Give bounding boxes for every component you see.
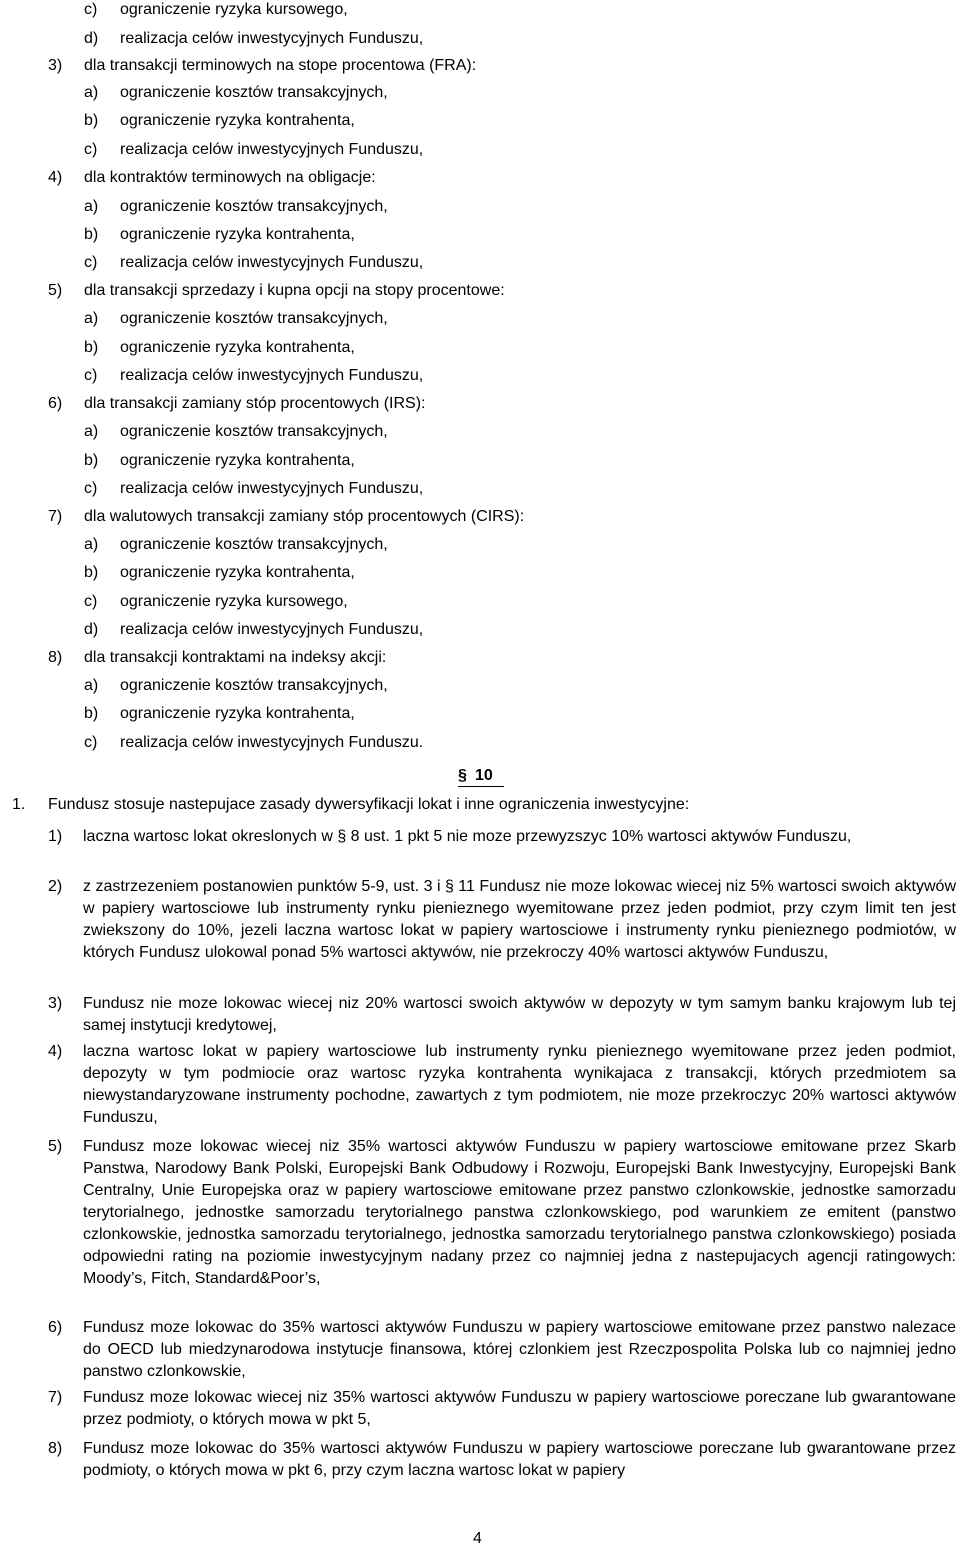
list-item-text: realizacja celów inwestycyjnych Funduszu, xyxy=(120,480,424,497)
list-item xyxy=(84,197,784,216)
list-item-label: c) xyxy=(84,254,98,271)
list-item xyxy=(84,422,784,441)
paragraph-item xyxy=(48,1387,956,1431)
point-1 xyxy=(12,795,912,814)
list-item-text: realizacja celów inwestycyjnych Funduszu, xyxy=(120,367,424,384)
list-item xyxy=(48,168,748,187)
list-item-text: realizacja celów inwestycyjnych Funduszu. xyxy=(120,734,424,751)
paragraph-item xyxy=(48,1438,956,1482)
list-item xyxy=(84,733,784,752)
list-item-text: ograniczenie ryzyka kursowego, xyxy=(120,593,348,610)
list-item xyxy=(84,535,784,554)
paragraph-label: 1) xyxy=(48,828,63,845)
paragraph-label: 6) xyxy=(48,1319,63,1336)
list-item xyxy=(84,704,784,723)
list-item-label: b) xyxy=(84,112,99,129)
list-item-text: dla walutowych transakcji zamiany stóp procentowych (CIRS): xyxy=(84,508,525,525)
list-item xyxy=(48,394,748,413)
list-item xyxy=(84,479,784,498)
paragraph-label: 8) xyxy=(48,1440,63,1457)
paragraph-label: 2) xyxy=(48,878,63,895)
section-number: 10 xyxy=(475,767,493,784)
paragraph-text: laczna wartosc lokat w papiery wartosciowe lub instrumenty rynku pienieznego wyemitowane przez jeden podmiot, depozyty w tym podmiocie oraz wartosc ryzyka kontrahenta wynikajaca z transakcji, których przedmiotem sa niewystandaryzowane instrumenty pochodne, zawartych z tym podmiotem, nie moze przekroczyc 20% wartosci aktywów Funduszu, xyxy=(83,1043,956,1126)
list-item-text: ograniczenie kosztów transakcyjnych, xyxy=(120,84,388,101)
paragraph-item xyxy=(48,876,956,986)
list-item-label: c) xyxy=(84,480,98,497)
paragraph-label: 4) xyxy=(48,1043,63,1060)
list-item-text: dla kontraktów terminowych na obligacje: xyxy=(84,169,376,186)
paragraph-label: 5) xyxy=(48,1138,63,1155)
list-item xyxy=(48,648,748,667)
list-item-text: ograniczenie kosztów transakcyjnych, xyxy=(120,423,388,440)
list-item-text: dla transakcji kontraktami na indeksy akcji: xyxy=(84,649,387,666)
section-underline xyxy=(458,786,504,787)
list-item-text: ograniczenie kosztów transakcyjnych, xyxy=(120,677,388,694)
list-item-text: ograniczenie kosztów transakcyjnych, xyxy=(120,198,388,215)
list-item-text: ograniczenie ryzyka kontrahenta, xyxy=(120,226,355,243)
list-item-text: ograniczenie kosztów transakcyjnych, xyxy=(120,536,388,553)
list-item xyxy=(84,676,784,695)
list-item-label: d) xyxy=(84,621,99,638)
list-item-label: 5) xyxy=(48,282,63,299)
list-item-label: c) xyxy=(84,593,98,610)
list-item-text: realizacja celów inwestycyjnych Funduszu, xyxy=(120,254,424,271)
list-item-label: b) xyxy=(84,339,99,356)
list-item xyxy=(48,56,748,75)
list-item-text: ograniczenie ryzyka kursowego, xyxy=(120,1,348,18)
point-label: 1. xyxy=(12,796,26,813)
list-item-text: dla transakcji terminowych na stope procentowa (FRA): xyxy=(84,57,477,74)
list-item-label: c) xyxy=(84,367,98,384)
paragraph-item xyxy=(48,1317,956,1383)
list-item-text: ograniczenie ryzyka kontrahenta, xyxy=(120,705,355,722)
list-item xyxy=(84,338,784,357)
list-item xyxy=(48,507,748,526)
list-item-text: realizacja celów inwestycyjnych Funduszu, xyxy=(120,30,424,47)
list-item-label: b) xyxy=(84,705,99,722)
list-item-label: a) xyxy=(84,423,99,440)
paragraph-item xyxy=(48,826,956,870)
list-item-label: c) xyxy=(84,141,98,158)
list-item-text: ograniczenie ryzyka kontrahenta, xyxy=(120,339,355,356)
list-item-label: 6) xyxy=(48,395,63,412)
list-item-text: ograniczenie ryzyka kontrahenta, xyxy=(120,112,355,129)
list-item xyxy=(84,620,784,639)
list-item xyxy=(84,0,784,19)
paragraph-text: laczna wartosc lokat okreslonych w § 8 ust. 1 pkt 5 nie moze przewyzszyc 10% wartosci aktywów Funduszu, xyxy=(83,828,852,845)
list-item-label: b) xyxy=(84,226,99,243)
list-item-label: 3) xyxy=(48,57,63,74)
paragraph-text: Fundusz moze lokowac do 35% wartosci aktywów Funduszu w papiery wartosciowe poreczane lub gwarantowane przez podmioty, o których mowa w pkt 6, przy czym laczna wartosc lokat w papiery xyxy=(83,1440,956,1479)
list-item xyxy=(84,111,784,130)
list-item xyxy=(84,366,784,385)
list-item xyxy=(84,592,784,611)
list-item xyxy=(84,309,784,328)
list-item-text: realizacja celów inwestycyjnych Funduszu, xyxy=(120,141,424,158)
list-item xyxy=(84,140,784,159)
list-item-text: ograniczenie ryzyka kontrahenta, xyxy=(120,452,355,469)
section-heading xyxy=(458,766,504,785)
list-item-label: a) xyxy=(84,310,99,327)
list-item-label: b) xyxy=(84,452,99,469)
paragraph-item xyxy=(48,993,956,1037)
list-item-label: 7) xyxy=(48,508,63,525)
list-item-label: c) xyxy=(84,1,98,18)
point-text: Fundusz stosuje nastepujace zasady dywersyfikacji lokat i inne ograniczenia inwestycyjne: xyxy=(48,796,690,813)
paragraph-item xyxy=(48,1041,956,1129)
paragraph-text: Fundusz moze lokowac wiecej niz 35% wartosci aktywów Funduszu w papiery wartosciowe emitowane przez Skarb Panstwa, Narodowy Bank Polski, Europejski Bank Odbudowy i Rozwoju, Europejski Bank Inwestycyjny, Europejski Bank Centralny, Unie Europejska oraz w papiery wartosciowe emitowane przez panstwo czlonkowskie, jednostke samorzadu terytorialnego, jednostke samorzadu terytorialnego panstwa czlonkowskiego, pod warunkiem ze emitent (panstwo czlonkowskie, jednostka samorzadu terytorialnego, jednostka samorzadu terytorialnego panstwa czlonkowskiego) posiada odpowiedni rating na poziomie inwestycyjnym nadany przez co najmniej jedna z nastepujacych agencji ratingowych: Moody’s, Fitch, Standard&Poor’s, xyxy=(83,1138,956,1287)
paragraph-text: Fundusz moze lokowac do 35% wartosci aktywów Funduszu w papiery wartosciowe emitowane przez panstwo nalezace do OECD lub miedzynarodowa instytucje finansowa, której czlonkiem jest Rzeczpospolita Polska lub co najmniej jedno panstwo czlonkowskie, xyxy=(83,1319,956,1380)
list-item-text: ograniczenie ryzyka kontrahenta, xyxy=(120,564,355,581)
list-item-label: 4) xyxy=(48,169,63,186)
list-item xyxy=(84,253,784,272)
list-item-label: c) xyxy=(84,734,98,751)
list-item xyxy=(84,225,784,244)
paragraph-text: z zastrzezeniem postanowien punktów 5-9, ust. 3 i § 11 Fundusz nie moze lokowac wiecej niz 5% wartosci swoich aktywów w papiery wartosciowe lub instrumenty rynku pienieznego wyemitowane przez jeden podmiot, przy czym limit ten jest zwiekszony do 10%, jezeli laczna wartosc lokat w papiery wartosciowe i instrumenty rynku pienieznego podmiotów, w których Fundusz ulokowal ponad 5% wartosci aktywów, nie przekroczy 40% wartosci aktywów Funduszu, xyxy=(83,878,956,961)
list-item xyxy=(84,563,784,582)
list-item xyxy=(84,451,784,470)
list-item-text: realizacja celów inwestycyjnych Funduszu, xyxy=(120,621,424,638)
list-item-label: a) xyxy=(84,84,99,101)
paragraph-text: Fundusz moze lokowac wiecej niz 35% wartosci aktywów Funduszu w papiery wartosciowe poreczane lub gwarantowane przez podmioty, o których mowa w pkt 5, xyxy=(83,1389,956,1428)
page-number: 4 xyxy=(473,1530,482,1547)
list-item-text: ograniczenie kosztów transakcyjnych, xyxy=(120,310,388,327)
list-item xyxy=(84,83,784,102)
list-item-text: dla transakcji sprzedazy i kupna opcji na stopy procentowe: xyxy=(84,282,505,299)
paragraph-text: Fundusz nie moze lokowac wiecej niz 20% wartosci swoich aktywów w depozyty w tym samym banku krajowym lub tej samej instytucji kredytowej, xyxy=(83,995,956,1034)
list-item-label: a) xyxy=(84,677,99,694)
paragraph-label: 7) xyxy=(48,1389,63,1406)
list-item-label: a) xyxy=(84,536,99,553)
section-symbol: § xyxy=(458,767,467,784)
paragraph-item xyxy=(48,1136,956,1312)
list-item-label: b) xyxy=(84,564,99,581)
list-item-label: d) xyxy=(84,30,99,47)
list-item xyxy=(48,281,748,300)
list-item-label: a) xyxy=(84,198,99,215)
paragraph-label: 3) xyxy=(48,995,63,1012)
list-item-label: 8) xyxy=(48,649,63,666)
list-item-text: dla transakcji zamiany stóp procentowych (IRS): xyxy=(84,395,426,412)
list-item xyxy=(84,29,784,48)
